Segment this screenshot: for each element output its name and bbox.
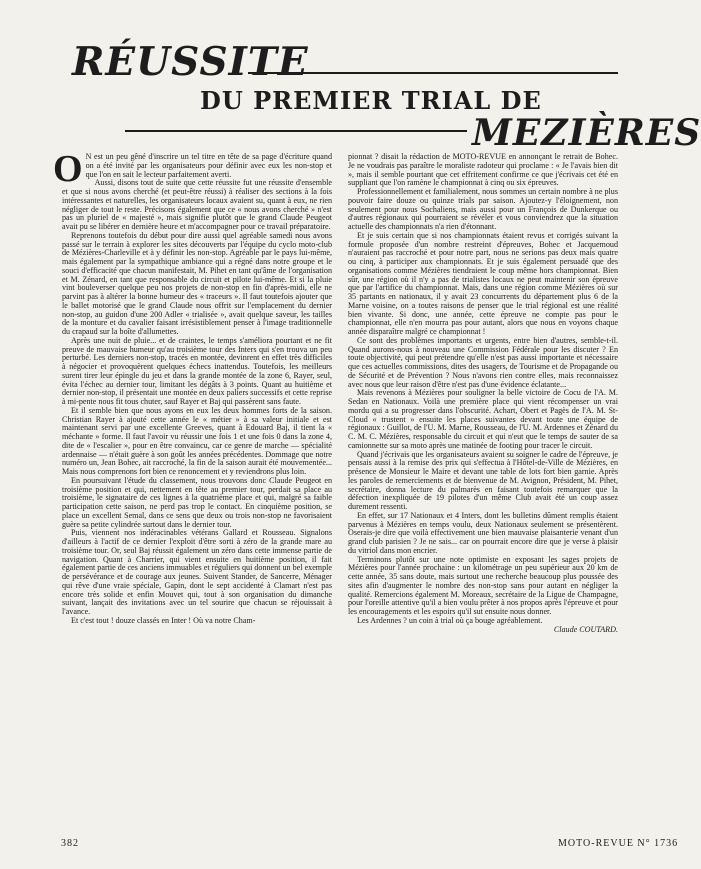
paragraph: Professionnellement et familialement, nous sommes un certain nombre à ne plus pouvoir faire douze ou quinze trials par saison. Ajoutez-y l'éloignement, non seulement pour nous Sochaliens, mais aussi pour un François de Dunkerque ou d'autres régionaux qui pourraient se révéler et vous conviendrez que la situation actuelle des championnats n'a rien d'étonnant. — [348, 187, 618, 231]
paragraph: Ce sont des problèmes importants et urgents, entre bien d'autres, semble-t-il. Quand aurons-nous à nouveau une Commission Fédérale pour les discuter ? En toute objectivité, qui peut prétendre qu'elle n'est pas aussi importante et nécessaire que ces actuelles commissions, dites des usagers, de Tourisme et de Propagande ou de Sécurité et de Prévention ? Nous n'avons rien contre elles, mais reconnaissez avec nous que leur raison d'être n'est pas d'une évidence éclatante... — [348, 335, 618, 389]
drop-cap: O — [53, 148, 83, 190]
paragraph: En effet, sur 17 Nationaux et 4 Inters, dont les bulletins dûment remplis étaient parvenus à Mézières en temps voulu, deux Nationaux seulement se présentèrent. Oserais-je dire que voilà effectivement une bien mauvaise plaisanterie venant d'un grand club parisien ? Je ne sais... car on pourrait encore dire que je verse à plaisir du vitriol dans mon encrier. — [348, 510, 618, 555]
paragraph: Puis, viennent nos indéracinables vétérans Gallard et Rousseau. Signalons d'ailleurs à l'actif de ce dernier l'exploit d'être sorti à zéro de la grande mare au troisième tour. Or, seul Baj réussit également un zéro dans cette immense partie de navigation. Quant à Charrier, qui vient ensuite en huitième position, il fait également partie de ces anciens immuables et réguliers qui donnent un bel exemple de persévérance et de courage aux jeunes. Suivent Stander, de Sancerre, Ménager qui rêve d'une vraie spéciale, Gapin, dont le sept accidenté à Clamart n'est pas encore très solide et enfin Mouvet qui, tout à son organisation du dimanche suivant, lançait des invitations avec un tel sourire que chacun se réjouissait à l'avance. — [62, 528, 332, 616]
paragraph: Après une nuit de pluie... et de craintes, le temps s'améliora pourtant et ne fit preuve de mauvaise humeur qu'au troisième tour des Inters qui s'en trouva un peu perturbé. Les derniers non-stop, tracés en montée, devinrent en effet très difficiles à négocier et provoquèrent quelques échecs inattendus. Toutefois, les meilleurs surent tirer leur épingle du jeu et dans la grande montée de la zone 6, Rayer, seul, évita l'échec au dernier tour, limitant les dégâts à 3 points. Quant au huitième et dernier non-stop, il présentait une montée en deux paliers successifs et cette reprise à mi-pente nous fit tous chuter, sauf Rayer et Baj qui passèrent sans faute. — [62, 335, 332, 406]
paragraph-1-text: N est un peu gêné d'inscrire un tel titre en tête de sa page d'écriture quand on a été invité par les organisateurs pour définir avec eux les non-stop et que l'on en sait le lecteur parfaitement averti. — [85, 152, 332, 179]
paragraph: Terminons plutôt sur une note optimiste en exposant les sages projets de Mézières pour l'année prochaine : un kilométrage un peu supérieur aux 20 km de cette année, 35 sans doute, mais surtout une recherche beaucoup plus poussée des sites afin d'augmenter le nombre des non-stop sans pour autant en négliger la qualité. Remercions également M. Moreaux, secrétaire de la Ligue de Champagne, pour l'oreille attentive qu'il a bien voulu prêter à nos propos après l'épreuve et pour les encouragements et les espoirs qu'il sut ensuite nous donner. — [348, 554, 618, 616]
article-column-right — [348, 153, 618, 825]
paragraph: Quand j'écrivais que les organisateurs avaient su soigner le cadre de l'épreuve, je pensais aussi à la remise des prix qui s'effectua à l'Hôtel-de-Ville de Mézières, en présence de Monsieur le Maire et devant une table de lots fort bien garnie. Après les paroles de remerciements et de bienvenue de M. Avignon, Président, M. Pihet, secrétaire, donna lecture du palmarès en faisant toutefois remarquer que la défection inexpliquée de 19 pilotes d'un même Club avait été un coup assez durement ressenti. — [348, 449, 618, 511]
article-column-left — [53, 148, 332, 825]
headline-reussite: RÉUSSITE — [72, 39, 309, 85]
paragraph: Mais revenons à Mézières pour souligner la belle victoire de Cocu de l'A. M. Sedan en Nationaux. Voilà une première place qui vient récompenser un vrai mordu qui a su progresser dans l'obscurité. Achart, Obert et Pagès de l'A. M. St-Cloud « trustent » ensuite les places suivantes devant toute une équipe de régionaux : Guillot, de l'U. M. Marne, Rousseau, de l'U. M. Ardennes et Zénard du C. M. C. Mézières, responsable du circuit et qui n'eut que le temps de sauter de sa camionnette sur sa moto après une matinée de footing pour tracer le circuit. — [348, 388, 618, 450]
headline-rule-bottom — [125, 130, 467, 132]
paragraph: En poursuivant l'étude du classement, nous trouvons donc Claude Peugeot en troisième position et qui, nettement en tête au premier tour, perdait sa place au troisième, le signataire de ces lignes à la quatrième place et qui, malgré sa faible participation cette saison, ne perd pas trop le contact. En cinquième position, se place un excellent Semal, dans ce sens que deux ou trois non-stop ne favorisaient guère sa petite cylindrée surtout dans le dernier tour. — [62, 475, 332, 529]
paragraph: Aussi, disons tout de suite que cette réussite fut une réussite d'ensemble et que si nous avons cherché (et peut-être réussi) à réaliser des sections à la fois intéressantes et naturelles, les organisateurs locaux avaient su, quant à eux, ne rien négliger de tout le reste. Précisons également que ce « nous avons cherché » n'est pas un pluriel de « majesté », mais signifie plutôt que le grand Claude Peugeot avait pu se libérer en dernière heure et m'accompagner pour ce travail préparatoire. — [62, 178, 332, 231]
headline-du-premier-trial: DU PREMIER TRIAL DE — [200, 86, 542, 115]
paragraph: Et je suis certain que si nos championnats étaient revus et corrigés suivant la formule proposée d'un nombre restreint d'épreuves, Bohec et Jacquemoud n'auraient pas raccroché et pour notre part, nous ne serions pas deux mais quatre ou cinq, à participer aux championnats. Et je suis également persuadé que des organisations comme Mézières tiendraient le coup même hors championnat. Bien sûr, une région où il n'y a pas de trialistes locaux ne peut maintenir son épreuve que par l'artifice du championnat. Mais, dans une région comme Mézières où sur 35 partants en nationaux, il y avait 23 concurrents du département plus 6 de la Marne voisine, on a toutes raisons de penser que le trial régional est une réalité bien vivante. Si donc, une année, cette épreuve ne compte pas pour le championnat, elle n'en mourra pas pour autant, alors que nous en voyons chaque année disparaître malgré ce championnat ! — [348, 230, 618, 336]
paragraph: Reprenons toutefois du début pour dire aussi quel agréable samedi nous avons passé sur le terrain à explorer les sites découverts par l'équipe du cyclo moto-club de Mézières-Charleville et à y définir les non-stop. Agréable par le pays lui-même, mais également par la sympathique ambiance qui a régné dans notre groupe et le souci d'efficacité que chacun manifestait, M. Pihet en tant qu'âme de l'organisation et M. Zénard, en tant que responsable du circuit et pilote lui-même. Et si la pluie vint bouleverser quelque peu nos projets de non-stop en fin d'après-midi, elle ne parvint pas à altérer la bonne humeur des « traceurs ». Il faut toutefois ajouter que le ballet motorisé que le grand Claude nous offrit sur l'emplacement du dernier non-stop, au guidon d'une 200 Adler « trialisée », avait quelque saveur, les tailles de la monture et du cavalier faisant irrésistiblement penser à l'image traditionnelle du crapaud sur la boîte d'allumettes. — [62, 230, 332, 336]
headline-mezieres: MEZIÈRES — [472, 112, 701, 154]
paragraph: Et il semble bien que nous ayons en eux les deux hommes forts de la saison. Christian Rayer à ajouté cette année le « métier » à sa valeur initiale et est maintenant servi par une excellente Greeves, quant à Edouard Baj, il tient la « méchante » forme. Il faut l'avoir vu réussir une fois 1 et une fois 0 dans la zone 4, dite de « l'escalier », pour en être convaincu, car ce genre de marche — spécialité ardennaise — n'était guère à son goût les années précédentes. Dommage que notre numéro un, Jean Bohec, ait raccroché, la fin de la saison aurait été mouvementée... Mais nous comprenons fort bien ce renoncement et y reviendrons plus loin. — [62, 405, 332, 476]
magazine-issue: MOTO-REVUE N° 1736 — [558, 838, 679, 849]
paragraph: pionnat ? disait la rédaction de MOTO-REVUE en annonçant le retrait de Bohec. Je ne voudrais pas paraître le moraliste radoteur qui proclame : « Je l'avais bien dit », mais il semble pourtant que cet effritement confirme ce que j'écrivais cet été en suppliant que l'on ramène le championnat à cinq ou six épreuves. — [348, 152, 618, 188]
headline-rule-top — [248, 72, 618, 74]
paragraph-1 — [53, 148, 332, 190]
paragraph: Les Ardennes ? un coin à trial où ça bouge agréablement. — [357, 615, 543, 625]
page-number: 382 — [61, 838, 79, 849]
paragraph: Et c'est tout ! douze classés en Inter ! Où va notre Cham- — [71, 615, 256, 625]
author-signature: Claude COUTARD. — [553, 624, 618, 634]
